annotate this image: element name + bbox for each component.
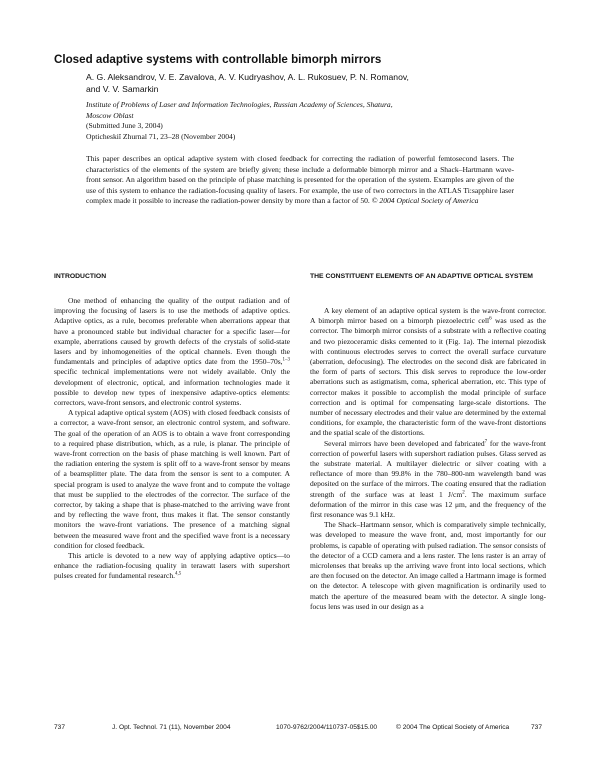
citation-6: 6: [489, 316, 492, 322]
journal-reference: Opticheskiĭ Zhurnal 71, 23–28 (November 2004): [86, 131, 236, 141]
unit-exponent: 2: [462, 490, 465, 496]
footer-copyright: © 2004 The Optical Society of America: [396, 724, 510, 731]
elements-p2-b: for the wave-front correction of powerful lasers with supershort radiation pulses. Glass served as the substrate material. A multilayer dielectric or silver coating with a reflectance of more than 99.8% in the 780–800-nm wavelength band was deposited on the surface of the mirrors. The coating ensured that the radiation strength of the surface was at least 1 J/cm: [310, 438, 547, 499]
elements-p2-a: Several mirrors have been developed and fabricated: [324, 438, 485, 448]
footer-journal: J. Opt. Technol. 71 (11), November 2004: [112, 724, 231, 731]
authors-line-2: and V. V. Samarkin: [86, 84, 159, 94]
intro-p1-end: specific technical implementations were not widely available. Only the development of electronic, optical, and information technologies made it possible to develop new types of inexpensive adaptive-optics elements: correctors, wave-front sensors, and electronic control systems.: [54, 367, 290, 408]
abstract-copyright: © 2004 Optical Society of America: [371, 196, 479, 205]
footer-page-left: 737: [54, 724, 66, 731]
authors-line-1: A. G. Aleksandrov, V. E. Zavalova, A. V. Kudryashov, A. L. Rukosuev, P. N. Romanov,: [86, 72, 409, 82]
intro-paragraph-1: [54, 296, 290, 408]
footer-page-right: 737: [531, 724, 543, 731]
intro-p3-text: This article is devoted to a new way of applying adaptive optics—to enhance the radiation-focusing quality in terawatt lasers with supershort pulses created for fundamental research.: [54, 551, 290, 581]
intro-p1-text: One method of enhancing the quality of the output radiation and of improving the focusing of lasers is to use the methods of adaptive optics. Adaptive optics, as a rule, becomes preferable when aberrations appear that have a pronounced stable but individual character for a specific laser—for example, aberrations caused by growth defects of the crystals of solid-state lasers and by inhomogeneities of the optical channels. Even though the fundamentals and principles of adaptive optics date from the 1950–70s,: [54, 296, 290, 367]
paper-metadata: [86, 100, 556, 142]
paper-title: Closed adaptive systems with controllable bimorph mirrors: [54, 53, 382, 66]
intro-paragraph-3: [54, 551, 290, 582]
right-column: [310, 306, 546, 612]
submission-date: (Submitted June 3, 2004): [86, 121, 163, 130]
abstract-text: This paper describes an optical adaptive system with closed feedback for correcting the radiation of powerful femtosecond lasers. The characteristics of the elements of the system are briefly given; these include a deformable bimorph mirror and a Shack–Hartmann wave-front sensor. An algorithm based on the principle of phase matching is presented for the operation of the system. Examples are given of the use of this system to enhance the radiation-focusing quality of lasers. For example, the use of two correctors in the ATLAS Ti:sapphire laser complex made it possible to increase the radiation-power density by more than a factor of 50.: [86, 154, 514, 205]
introduction-heading: INTRODUCTION: [54, 273, 107, 280]
citation-7: 7: [484, 439, 488, 445]
elements-paragraph-2: [310, 439, 546, 521]
elements-paragraph-3: The Shack–Hartmann sensor, which is comparatively simple technically, was developed to measure the wave front, and, most importantly for our problems, is capable of operating with pulsed radiation. The sensor consists of the detector of a CCD camera and a lens raster. The lens raster is an array of microlenses that breaks up the arriving wave front into local sections, which are then focused on the detector. An image called a Hartmann image is formed on the detector. A telescope with given magnification is ordinarily used to match the aperture of the measured beam with the detector. A single long-focus lens was used in our design as a: [310, 520, 546, 611]
affiliation-line-1: Institute of Problems of Laser and Information Technologies, Russian Academy of Sciences, Shatura,: [86, 100, 393, 109]
citation-1-3: 1–3: [282, 357, 290, 363]
elements-paragraph-1: [310, 306, 546, 439]
citation-4-5: 4,5: [174, 571, 182, 577]
footer-code: 1070-9762/2004/110737-05$15.00: [276, 724, 378, 731]
elements-p1-b: was used as the corrector. The bimorph mirror consists of a substrate with a reflective coating and two piezoceramic disks cemented to it (Fig. 1a). The internal piezodisk with continuous electrodes serves to correct the overall surface curvature (aberration, defocusing). The electrodes on the second disk are fabricated in the form of parts of sectors. This disk serves to reproduce the low-order aberrations such as astigmatism, coma, spherical aberration, etc. This type of corrector makes it possible to accomplish the modal principle of surface correction and is optimal for compensating large-scale distortions. The number of necessary electrodes and their value are determined by the external conditions, for example, the characteristic form of the wave-front distortions and the spatial scale of the distortions.: [310, 316, 546, 438]
affiliation-line-2: Moscow Oblast: [86, 110, 134, 120]
elements-p2-c: . The maximum surface deformation of the mirror in this case was 12 μm, and the frequency of the first resonance was 9.1 kHz.: [310, 489, 546, 520]
left-column: [54, 296, 290, 582]
abstract: [86, 154, 514, 207]
elements-p1-a: A key element of an adaptive optical system is the wave-front corrector. A bimorph mirror based on a bimorph piezoelectric cell: [310, 306, 546, 326]
intro-paragraph-2: A typical adaptive optical system (AOS) with closed feedback consists of a corrector, a wave-front sensor, an electronic control system, and software. The goal of the operation of an AOS is to obtain a wave front corresponding to a required phase distribution, which, as a rule, is planar. The principle of wave-front correction on the basis of phase matching is well known. Part of the radiation entering the system is split off to a wave-front sensor by means of a beamsplitter plate. The data from the sensor is sent to a computer. A special program is used to analyze the wave front and to compute the voltage that must be supplied to the electrodes of the corrector. The surface of the corrector, by taking a shape that is phase-matched to the arriving wave front and by reflecting the wave front, thus makes it flat. The sensor constantly monitors the wave-front variations. The presence of a matching signal between the measured wave front and the specified wave front is a necessary condition for closed feedback.: [54, 408, 290, 550]
constituent-elements-heading: THE CONSTITUENT ELEMENTS OF AN ADAPTIVE OPTICAL SYSTEM: [310, 273, 533, 280]
author-list: [86, 71, 556, 95]
